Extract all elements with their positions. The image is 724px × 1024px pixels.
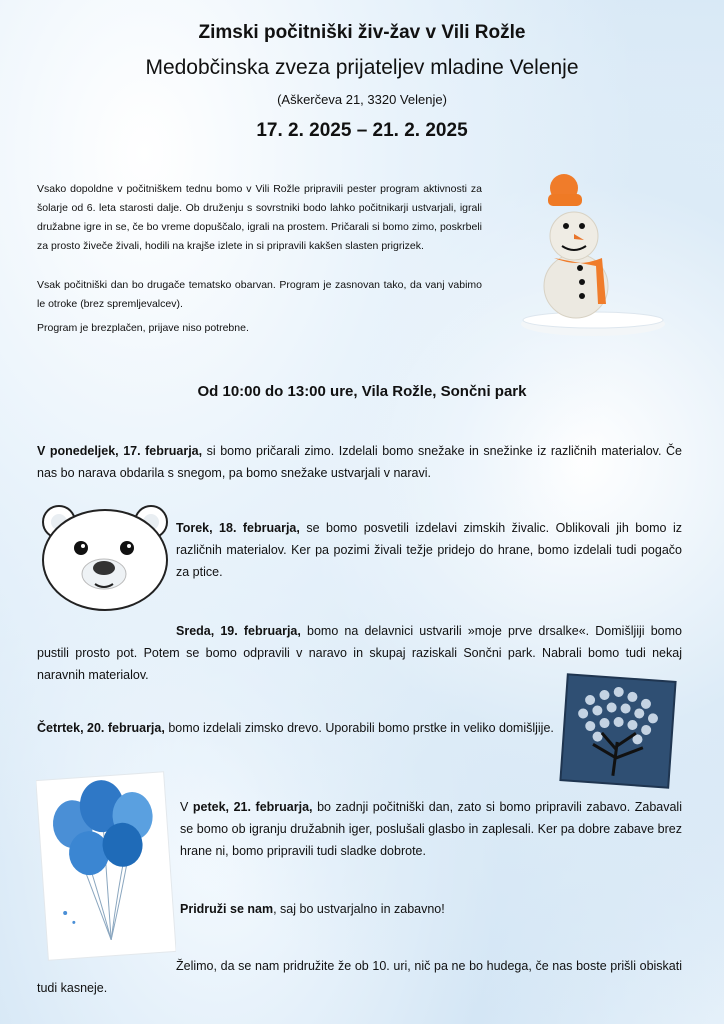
join-text xyxy=(180,898,680,920)
monday-text xyxy=(37,440,682,484)
join-description: , saj bo ustvarjalno in zabavno! xyxy=(273,902,445,916)
intro-paragraph-1: Vsako dopoldne v počitniškem tednu bomo v Vili Rožle pripravili pester program aktivnosti za šolarje od 6. leta starosti dalje. Ob druženju s sovrstniki bodo lahko počitnikarji ustvarjali, igrali družabne igre in se, če bo vreme dopuščalo, igrali na prostem. Pričarali si bomo zimo, poskrbeli za prosto živeče živali, hodili na krajše izlete in si pripravili kakšen slasten prigrizek. xyxy=(37,183,482,252)
tree-painting-image xyxy=(558,672,678,790)
time-and-place: Od 10:00 do 13:00 ure, Vila Rožle, Sončni park xyxy=(197,383,527,400)
thursday-lead: Četrtek, 20. februarja, xyxy=(37,721,165,735)
tuesday-lead: Torek, 18. februarja, xyxy=(176,521,300,535)
monday-description: si bomo pričarali zimo. Izdelali bomo snežake in snežinke iz različnih materialov. Če nas bo narava obdarila s snegom, pa bomo snežake ustvarjali v naravi. xyxy=(37,444,682,480)
friday-description: bo zadnji počitniški dan, zato si bomo pripravili zabavo. Zabavali se bomo ob igranju družabnih iger, poslušali glasbo in zaplesali. Ker pa dobre zabave brez hrane ni, bomo pripravili tudi sladke dobrote. xyxy=(180,800,682,858)
friday-prefix: V xyxy=(180,800,193,814)
wednesday-description: bomo na delavnici ustvarili »moje prve drsalke«. Domišljiji bomo pustili prosto pot. Potem se bomo odpravili v naravo in skupaj raziskali Sončni park. Nabrali bomo tudi nekaj naravnih materialov. xyxy=(37,624,682,682)
page-title: Zimski počitniški živ-žav v Vili Rožle xyxy=(198,22,526,43)
monday-lead: V ponedeljek, 17. februarja, xyxy=(37,444,203,458)
organization-name: Medobčinska zveza prijateljev mladine Velenje xyxy=(145,56,579,79)
polar-bear-image xyxy=(37,500,173,614)
intro-paragraph-2: Vsak počitniški dan bo drugače tematsko obarvan. Program je zasnovan tako, da vanj vabimo le otroke (brez spremljevalcev). xyxy=(37,279,482,310)
date-range: 17. 2. 2025 – 21. 2. 2025 xyxy=(256,120,468,141)
tuesday-description: se bomo posvetili izdelavi zimskih živalic. Oblikovali jih bomo iz različnih materialov. Ker pa pozimi živali težje pridejo do hrane, bomo izdelali tudi pogačo za ptice. xyxy=(176,521,682,579)
wednesday-lead: Sreda, 19. februarja, xyxy=(176,624,301,638)
closing-text xyxy=(37,955,682,999)
intro-paragraph-3: Program je brezplačen, prijave niso potrebne. xyxy=(37,322,249,334)
join-lead: Pridruži se nam xyxy=(180,902,274,916)
thursday-description: bomo izdelali zimsko drevo. Uporabili bomo prstke in veliko domišljije. xyxy=(164,721,554,735)
friday-text xyxy=(180,796,682,862)
balloons-image xyxy=(36,770,176,962)
thursday-text xyxy=(37,717,557,739)
address: (Aškerčeva 21, 3320 Velenje) xyxy=(277,92,447,107)
tuesday-text xyxy=(176,517,682,583)
snowman-image xyxy=(518,164,668,340)
closing-sentence: Želimo, da se nam pridružite že ob 10. uri, nič pa ne bo hudega, če nas boste prišli obiskati tudi kasneje. xyxy=(37,959,682,995)
friday-lead: petek, 21. februarja, xyxy=(192,800,313,814)
